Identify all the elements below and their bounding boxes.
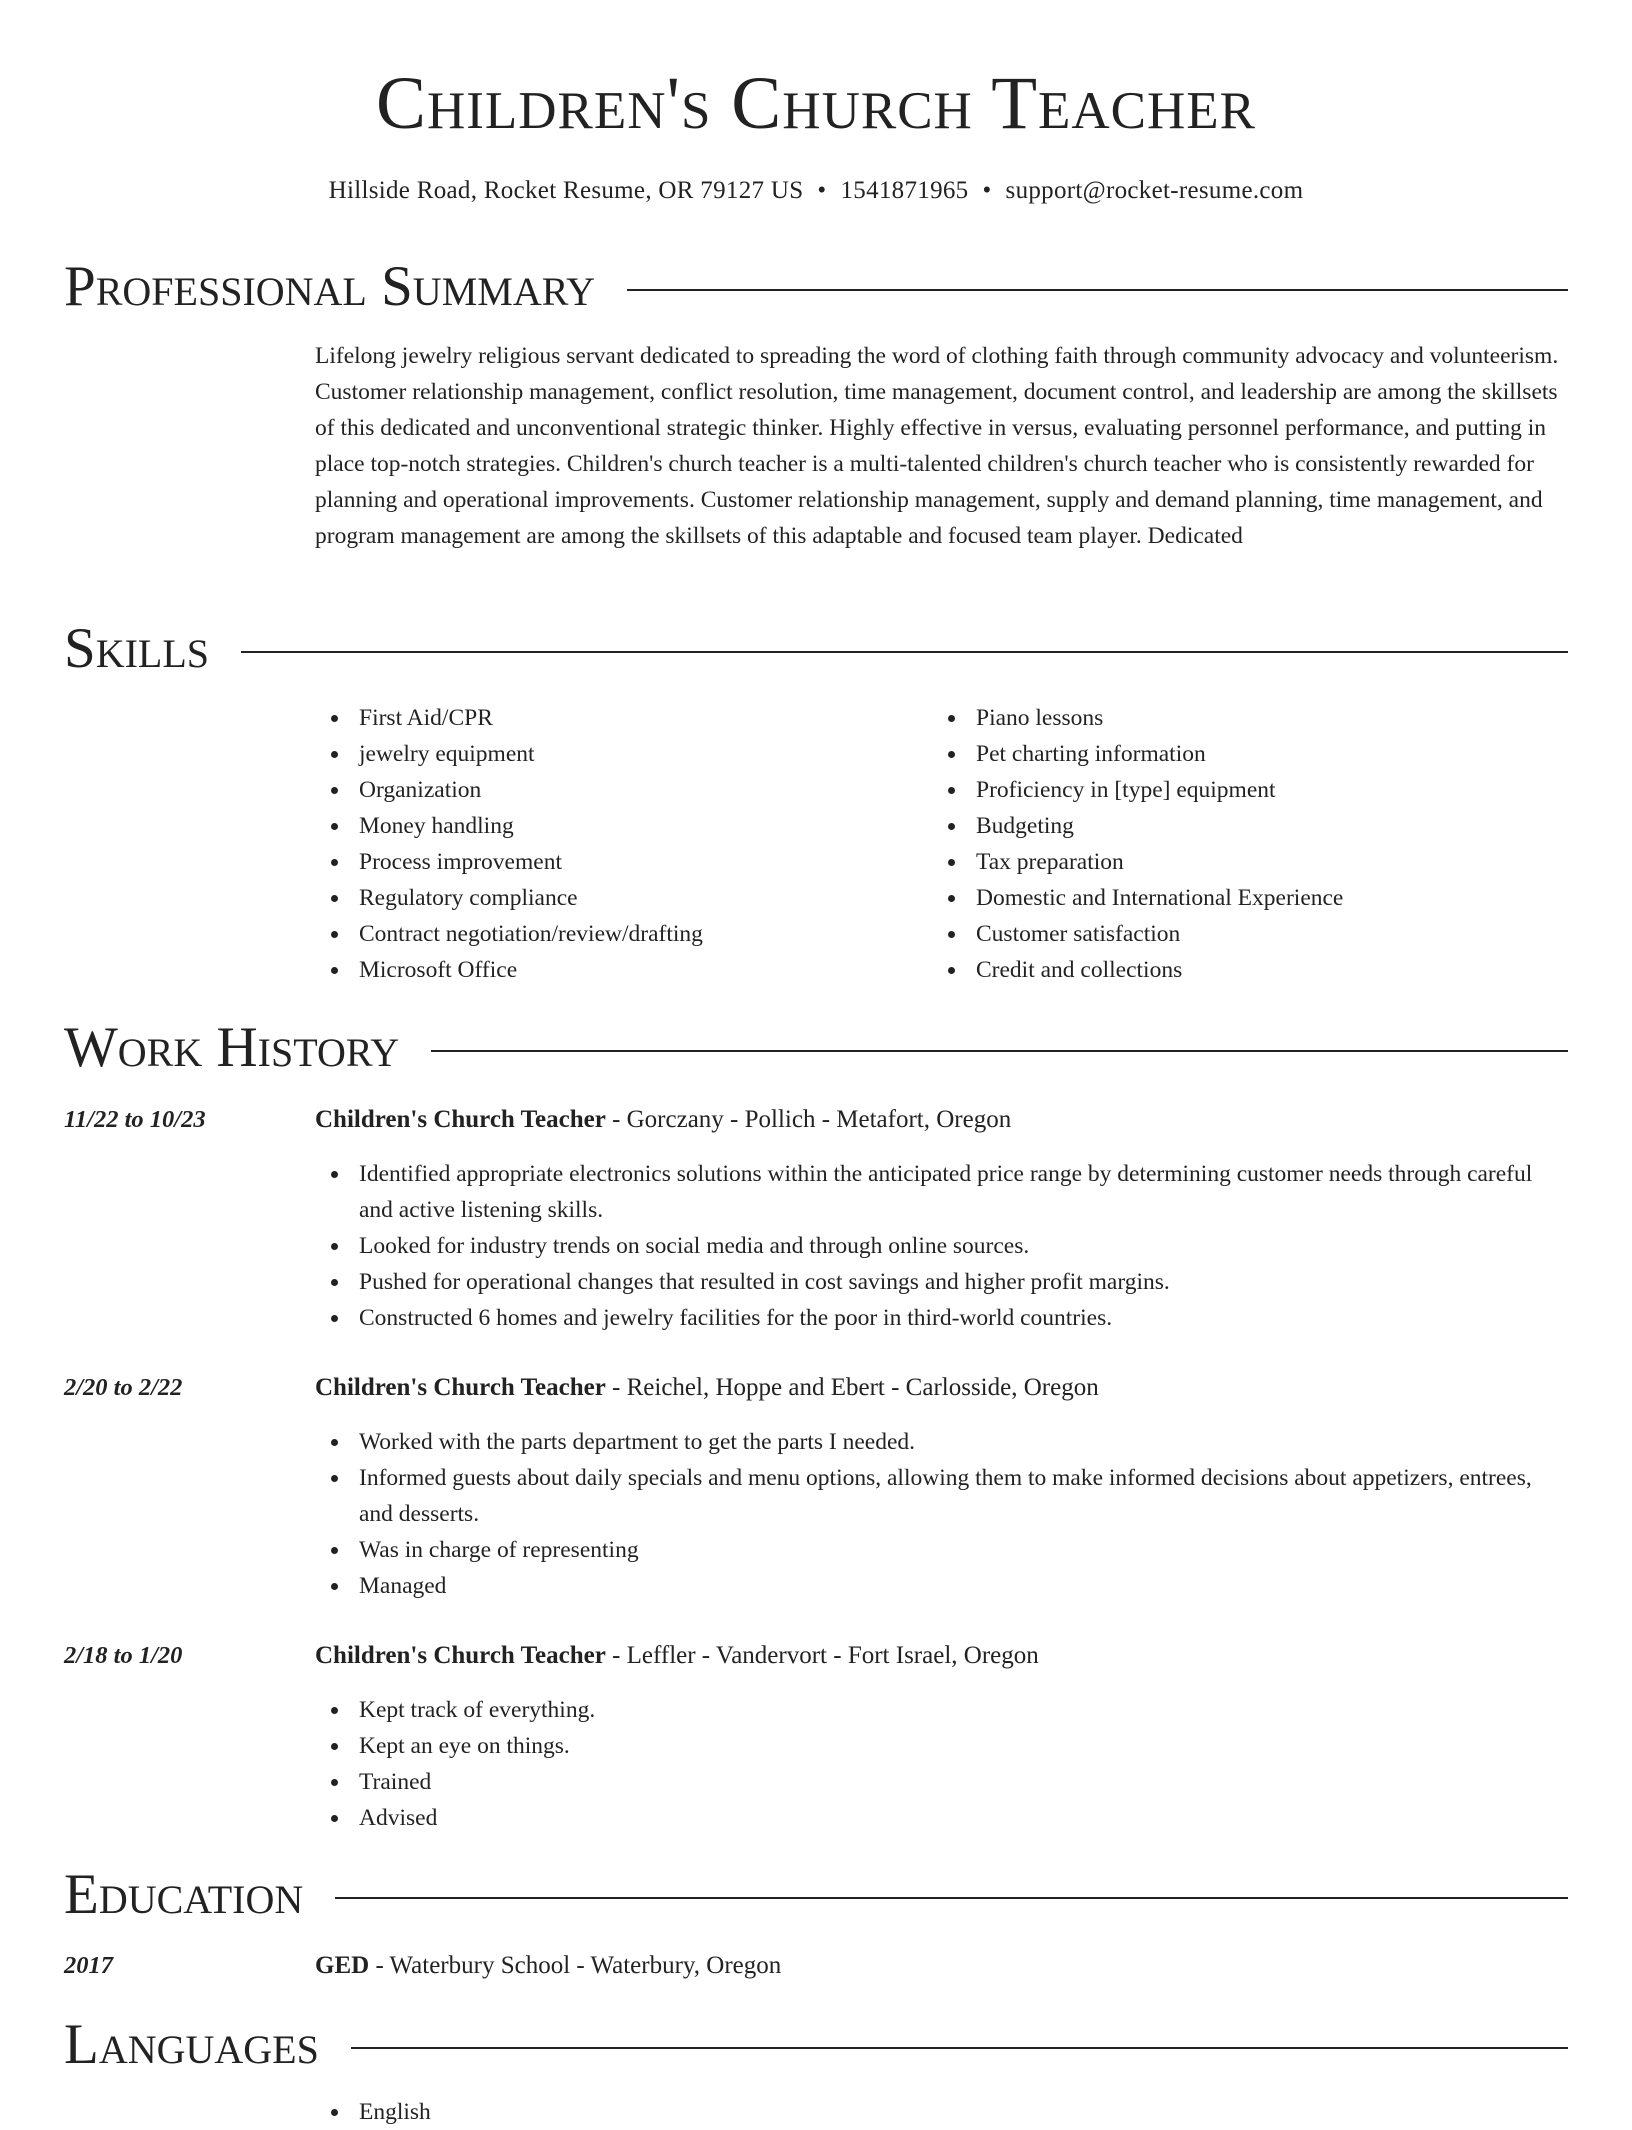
skill-item: Proficiency in [type] equipment	[932, 772, 1562, 808]
work-section-header	[64, 1016, 1568, 1080]
skill-item: Piano lessons	[932, 700, 1562, 736]
job-bullet: Pushed for operational changes that resulted in cost savings and higher profit margins.	[315, 1264, 1565, 1300]
section-divider	[335, 1897, 1568, 1899]
skill-item: Tax preparation	[932, 844, 1562, 880]
job-heading	[315, 1638, 1039, 1674]
skill-item: Money handling	[315, 808, 915, 844]
job-bullet: Identified appropriate electronics solutions within the anticipated price range by determining customer needs through careful and active listening skills.	[315, 1156, 1565, 1228]
language-item: English	[315, 2094, 1565, 2130]
summary-text: Lifelong jewelry religious servant dedicated to spreading the word of clothing faith through community advocacy and volunteerism. Customer relationship management, conflict resolution, time management, document control, and leadership are among the skillsets of this dedicated and unconventional strategic thinker. Highly effective in versus, evaluating personnel performance, and putting in place top-notch strategies. Children's church teacher is a multi-talented children's church teacher who is consistently rewarded for planning and operational improvements. Customer relationship management, supply and demand planning, time management, and program management are among the skillsets of this adaptable and focused team player. Dedicated	[315, 343, 1559, 549]
skill-item: Contract negotiation/review/drafting	[315, 916, 915, 952]
skill-item: jewelry equipment	[315, 736, 915, 772]
job-employer: - Gorczany - Pollich - Metafort, Oregon	[605, 1106, 1012, 1133]
job-bullet: Advised	[315, 1800, 1565, 1836]
job-title: Children's Church Teacher	[315, 1374, 606, 1401]
job-bullets	[315, 1692, 1565, 1836]
skill-item: Pet charting information	[932, 736, 1562, 772]
candidate-name: Children's Church Teacher	[375, 62, 1257, 145]
job-bullets	[315, 1424, 1565, 1604]
education-school: - Waterbury School - Waterbury, Oregon	[369, 1952, 782, 1979]
job-bullet: Looked for industry trends on social media and through online sources.	[315, 1228, 1565, 1264]
summary-heading: Professional Summary	[64, 255, 596, 318]
education-section-header	[64, 1863, 1568, 1927]
languages-section-header	[64, 2013, 1568, 2077]
section-divider	[431, 1050, 1568, 1052]
education-heading: Education	[64, 1863, 304, 1926]
contact-line	[0, 174, 1632, 208]
skill-item: Domestic and International Experience	[932, 880, 1562, 916]
section-divider	[627, 289, 1568, 291]
skill-item: Process improvement	[315, 844, 915, 880]
job-bullet: Was in charge of representing	[315, 1532, 1565, 1568]
education-degree: GED	[315, 1952, 370, 1979]
job-title: Children's Church Teacher	[315, 1642, 606, 1669]
contact-phone: 1541871965	[840, 177, 969, 204]
job-bullet: Worked with the parts department to get the parts I needed.	[315, 1424, 1565, 1460]
job-heading	[315, 1370, 1099, 1406]
job-employer: - Leffler - Vandervort - Fort Israel, Oregon	[605, 1642, 1039, 1669]
job-bullet: Constructed 6 homes and jewelry facilities for the poor in third-world countries.	[315, 1300, 1565, 1336]
job-heading	[315, 1102, 1011, 1138]
job-bullet: Trained	[315, 1764, 1565, 1800]
contact-email[interactable]: support@rocket-resume.com	[1005, 177, 1304, 204]
job-dates: 2/18 to 1/20	[64, 1642, 183, 1669]
job-employer: - Reichel, Hoppe and Ebert - Carlosside, Oregon	[605, 1374, 1099, 1401]
contact-separator: •	[817, 177, 827, 204]
contact-address: Hillside Road, Rocket Resume, OR 79127 US	[328, 177, 804, 204]
summary-section-header	[64, 255, 1568, 319]
job-bullet: Informed guests about daily specials and menu options, allowing them to make informed decisions about appetizers, entrees, and desserts.	[315, 1460, 1565, 1532]
skills-heading: Skills	[64, 617, 210, 680]
skill-item: Credit and collections	[932, 952, 1562, 988]
skills-column-right	[932, 700, 1562, 988]
skill-item: First Aid/CPR	[315, 700, 915, 736]
job-bullet: Kept track of everything.	[315, 1692, 1565, 1728]
skill-item: Regulatory compliance	[315, 880, 915, 916]
job-bullets	[315, 1156, 1565, 1336]
skill-item: Microsoft Office	[315, 952, 915, 988]
languages-list	[315, 2094, 1565, 2130]
skill-item: Customer satisfaction	[932, 916, 1562, 952]
job-title: Children's Church Teacher	[315, 1106, 606, 1133]
languages-heading: Languages	[64, 2013, 319, 2076]
job-dates: 11/22 to 10/23	[64, 1106, 206, 1133]
skills-section-header	[64, 617, 1568, 681]
section-divider	[241, 651, 1568, 653]
contact-separator: •	[982, 177, 992, 204]
education-entry	[315, 1948, 781, 1984]
section-divider	[351, 2047, 1568, 2049]
skill-item: Budgeting	[932, 808, 1562, 844]
skills-column-left	[315, 700, 915, 988]
job-bullet: Kept an eye on things.	[315, 1728, 1565, 1764]
skill-item: Organization	[315, 772, 915, 808]
job-bullet: Managed	[315, 1568, 1565, 1604]
work-heading: Work History	[64, 1016, 400, 1079]
job-dates: 2/20 to 2/22	[64, 1374, 183, 1401]
education-year: 2017	[64, 1952, 113, 1979]
